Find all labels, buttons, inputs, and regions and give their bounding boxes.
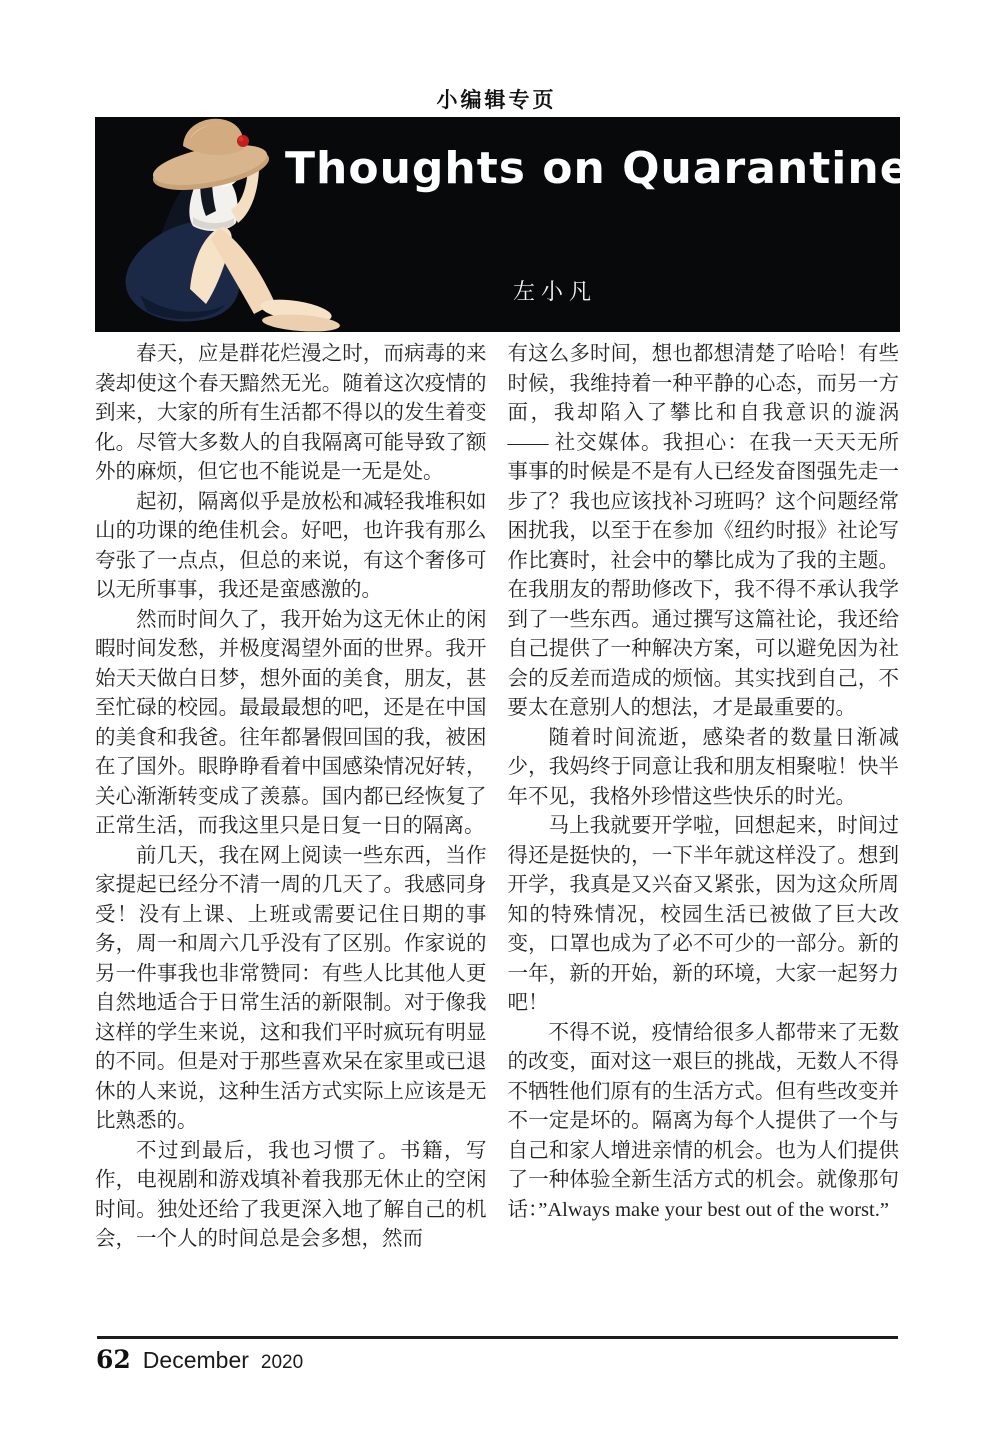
footer-year: 2020 <box>260 1352 304 1373</box>
paragraph: 有这么多时间，想也都想清楚了哈哈！有些时候，我维持着一种平静的心态，而另一方面，我却陷入了攀比和自我意识的漩涡 —— 社交媒体。我担心：在我一天天无所事事的时候是不是有人已经发奋图强先走一步了？我也应该找补习班吗？这个问题经常困扰我，以至于在参加《纽约时报》社论写作比赛时，社会中的攀比成为了我的主题。在我朋友的帮助修改下，我不得不承认我学到了一些东西。通过撰写这篇社论，我还给自己提供了一种解决方案，可以避免因为社会的反差而造成的烦恼。其实找到自己，不要太在意别人的想法，才是最重要的。 <box>507 343 899 719</box>
article-column-left <box>95 340 487 1255</box>
article-column-right <box>508 340 900 1255</box>
paragraph: 不得不说，疫情给很多人都带来了无数的改变，面对这一艰巨的挑战，无数人不得不牺牲他们原有的生活方式。但有些改变并不一定是坏的。隔离为每个人提供了一个与自己和家人增进亲情的机会。也为人们提供了一种体验全新生活方式的机会。就像那句话：”Always make your best out of the worst.” <box>507 1021 899 1221</box>
paragraph: 不过到最后，我也习惯了。书籍，写作，电视剧和游戏填补着我那无休止的空闲时间。独处还给了我更深入地了解自己的机会，一个人的时间总是会多想，然而 <box>95 1139 487 1250</box>
footer-divider <box>97 1336 898 1339</box>
paragraph: 随着时间流逝，感染者的数量日渐减少，我妈终于同意让我和朋友相聚啦！快半年不见，我格外珍惜这些快乐的时光。 <box>507 726 899 808</box>
page-number: 62 <box>96 1345 131 1374</box>
paragraph: 起初，隔离似乎是放松和减轻我堆积如山的功课的绝佳机会。好吧，也许我有那么夸张了一点点，但总的来说，有这个奢侈可以无所事事，我还是蛮感激的。 <box>95 490 487 601</box>
footer-month: December <box>142 1347 249 1373</box>
page-header-title: 小编辑专页 <box>436 88 557 112</box>
title-banner <box>95 117 911 332</box>
paragraph: 马上我就要开学啦，回想起来，时间过得还是挺快的，一下半年就这样没了。想到开学，我真是又兴奋又紧张，因为这众所周知的特殊情况，校园生活已被做了巨大改变，口罩也成为了必不可少的一部分。新的一年，新的开始，新的环境，大家一起努力吧！ <box>507 815 899 1014</box>
paragraph: 然而时间久了，我开始为这无休止的闲暇时间发愁，并极度渴望外面的世界。我开始天天做白日梦，想外面的美食，朋友，甚至忙碌的校园。最最最想的吧，还是在中国的美食和我爸。往年都暑假回国的我，被困在了国外。眼睁睁看着中国感染情况好转，关心渐渐转变成了羡慕。国内都已经恢复了正常生活，而我这里只是日复一日的隔离。 <box>95 608 487 837</box>
article-title: Thoughts on Quarantine <box>285 143 911 194</box>
page-footer <box>96 1345 303 1374</box>
article-author: 左小凡 <box>512 279 597 304</box>
paragraph: 春天，应是群花烂漫之时，而病毒的来袭却使这个春天黯然无光。随着这次疫情的到来，大家的所有生活都不得以的发生着变化。尽管大多数人的自我隔离可能导致了额外的麻烦，但它也不能说是一无是处。 <box>95 343 487 483</box>
hat-flower <box>237 135 249 147</box>
paragraph: 前几天，我在网上阅读一些东西，当作家提起已经分不清一周的几天了。我感同身受！没有上课、上班或需要记住日期的事务，周一和周六几乎没有了区别。作家说的另一件事我也非常赞同：有些人比其他人更自然地适合于日常生活的新限制。对于像我这样的学生来说，这和我们平时疯玩有明显的不同。但是对于那些喜欢呆在家里或已退休的人来说，这种生活方式实际上应该是无比熟悉的。 <box>95 844 487 1132</box>
article-body <box>95 340 899 1255</box>
